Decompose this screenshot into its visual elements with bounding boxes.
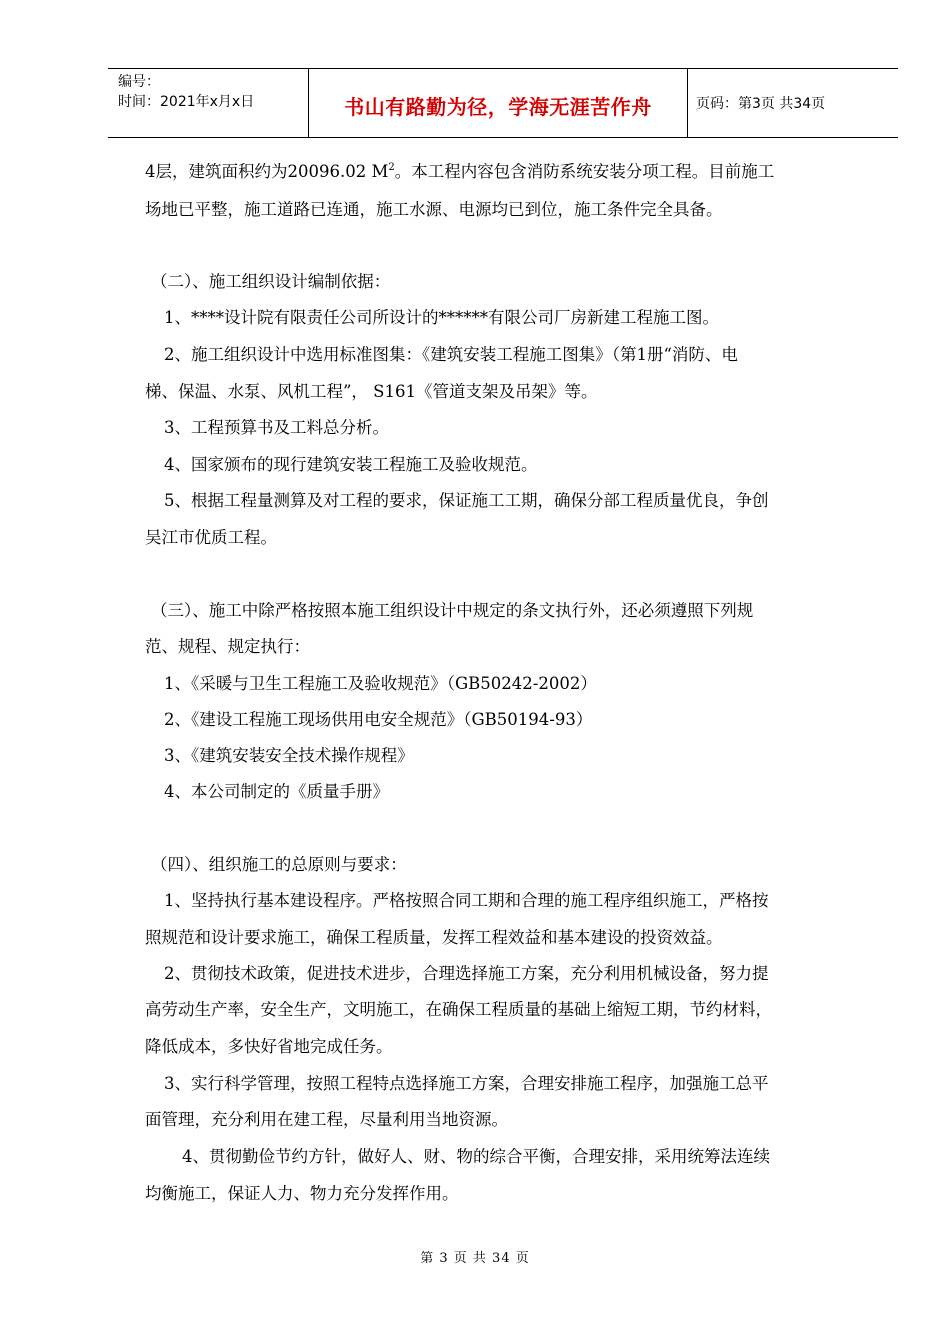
paragraph-line: 照规范和设计要求施工，确保工程质量，发挥工程效益和基本建设的投资效益。 [145, 928, 723, 947]
list-item: 3、实行科学管理，按照工程特点选择施工方案，合理安排施工程序，加强施工总平 [164, 1074, 769, 1093]
list-item: 4、本公司制定的《质量手册》 [164, 782, 389, 801]
list-item: 4、贯彻勤俭节约方针，做好人、财、物的综合平衡，合理安排，采用统筹法连续 [182, 1147, 770, 1166]
section-heading-2: （二）、施工组织设计编制依据： [151, 272, 391, 291]
list-item: 2、贯彻技术政策，促进技术进步，合理选择施工方案，充分利用机械设备，努力提 [164, 964, 769, 983]
list-item: 3、工程预算书及工料总分析。 [164, 418, 389, 437]
paragraph-line: 梯、保温、水泵、风机工程”， S161《管道支架及吊架》等。 [145, 382, 598, 401]
date-label: 时间：2021年x月x日 [118, 94, 255, 110]
list-item: 5、根据工程量测算及对工程的要求，保证施工工期，确保分部工程质量优良，争创 [164, 491, 769, 510]
page-info-label: 页码：第3页 共34页 [696, 96, 826, 112]
header-motto-cell [309, 69, 688, 137]
page-header-table [108, 68, 898, 138]
paragraph-line: 高劳动生产率，安全生产，文明施工，在确保工程质量的基础上缩短工期，节约材料， [145, 1000, 772, 1019]
list-item: 1、坚持执行基本建设程序。严格按照合同工期和合理的施工程序组织施工，严格按 [164, 891, 769, 910]
list-item: 1、****设计院有限责任公司所设计的******有限公司厂房新建工程施工图。 [164, 308, 719, 327]
list-item: 1、《采暖与卫生工程施工及验收规范》（GB50242-2002） [164, 674, 597, 693]
paragraph-line: 4层，建筑面积约为20096.02 $M^2$。本工程内容包含消防系统安装分项工程。目前施工 [145, 162, 775, 181]
paragraph-line: 吴江市优质工程。 [145, 528, 277, 547]
list-item: 4、国家颁布的现行建筑安装工程施工及验收规范。 [164, 455, 538, 474]
header-page-cell [688, 69, 898, 137]
serial-number-label: 编号： [118, 74, 160, 90]
paragraph-line: 降低成本，多快好省地完成任务。 [145, 1037, 393, 1056]
paragraph-line: 范、规程、规定执行： [145, 637, 310, 656]
list-item: 3、《建筑安装安全技术操作规程》 [164, 746, 414, 765]
header-meta-cell [108, 69, 309, 137]
paragraph-line: 场地已平整，施工道路已连通，施工水源、电源均已到位，施工条件完全具备。 [145, 200, 723, 219]
paragraph-line: 面管理，充分利用在建工程，尽量利用当地资源。 [145, 1110, 508, 1129]
section-heading-4: （四）、组织施工的总原则与要求： [151, 855, 407, 874]
list-item: 2、《建设工程施工现场供用电安全规范》（GB50194-93） [164, 710, 593, 729]
paragraph-line: 均衡施工，保证人力、物力充分发挥作用。 [145, 1184, 459, 1203]
list-item: 2、施工组织设计中选用标准图集：《建筑安装工程施工图集》（第1册“消防、电 [164, 345, 738, 364]
section-heading-3: （三）、施工中除严格按照本施工组织设计中规定的条文执行外，还必须遵照下列规 [151, 601, 754, 620]
motto-text: 书山有路勤为径，学海无涯苦作舟 [344, 95, 652, 119]
page-footer: 第 3 页 共 34 页 [420, 1251, 530, 1266]
